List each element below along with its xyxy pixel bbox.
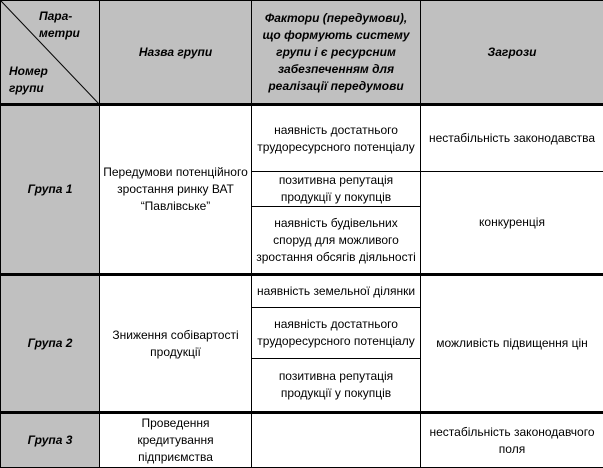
- group-3-factor-1: [252, 413, 421, 468]
- group-3-name: Проведення кредитування підприємства: [100, 413, 252, 468]
- corner-number-label: [9, 63, 48, 97]
- group-2-factor-1: наявність земельної ділянки: [252, 275, 421, 308]
- group-2-factor-2: наявність достатнього трудоресурсного потенціалу: [252, 308, 421, 359]
- corner-header-cell: [1, 1, 100, 105]
- header-factors: Фактори (передумови), що формують систему групи і є ресурсним забезпеченням для реалізації передумови: [252, 1, 421, 105]
- group-3-label: Група 3: [1, 413, 100, 468]
- corner-params-line2: метри: [39, 25, 80, 42]
- group-1-factor-3: наявність будівельних споруд для можливого зростання обсягів діяльності: [252, 207, 421, 275]
- corner-number-line2: групи: [9, 80, 48, 97]
- group-1-threat-1: нестабільність законодавства: [421, 105, 603, 172]
- corner-number-line1: Номер: [9, 63, 48, 80]
- group-2-factor-3: позитивна репутація продукції у покупців: [252, 359, 421, 413]
- group-2-label: Група 2: [1, 275, 100, 413]
- corner-params-label: [39, 8, 80, 42]
- header-group-name: Назва групи: [100, 1, 252, 105]
- group-3-threat-1: нестабільність законодавчого поля: [421, 413, 603, 468]
- group-1-threat-2: конкуренція: [421, 172, 603, 275]
- group-2-name: Зниження собівартості продукції: [100, 275, 252, 413]
- group-1-label: Група 1: [1, 105, 100, 275]
- group-2-threat-1: можливість підвищення цін: [421, 275, 603, 413]
- group-1-name: Передумови потенційного зростання ринку ВАТ “Павлівське”: [100, 105, 252, 275]
- group-1-factor-1: наявність достатнього трудоресурсного потенціалу: [252, 105, 421, 172]
- header-threats: Загрози: [421, 1, 603, 105]
- group-1-factor-2: позитивна репутація продукції у покупців: [252, 172, 421, 207]
- corner-params-line1: Пара-: [39, 8, 80, 25]
